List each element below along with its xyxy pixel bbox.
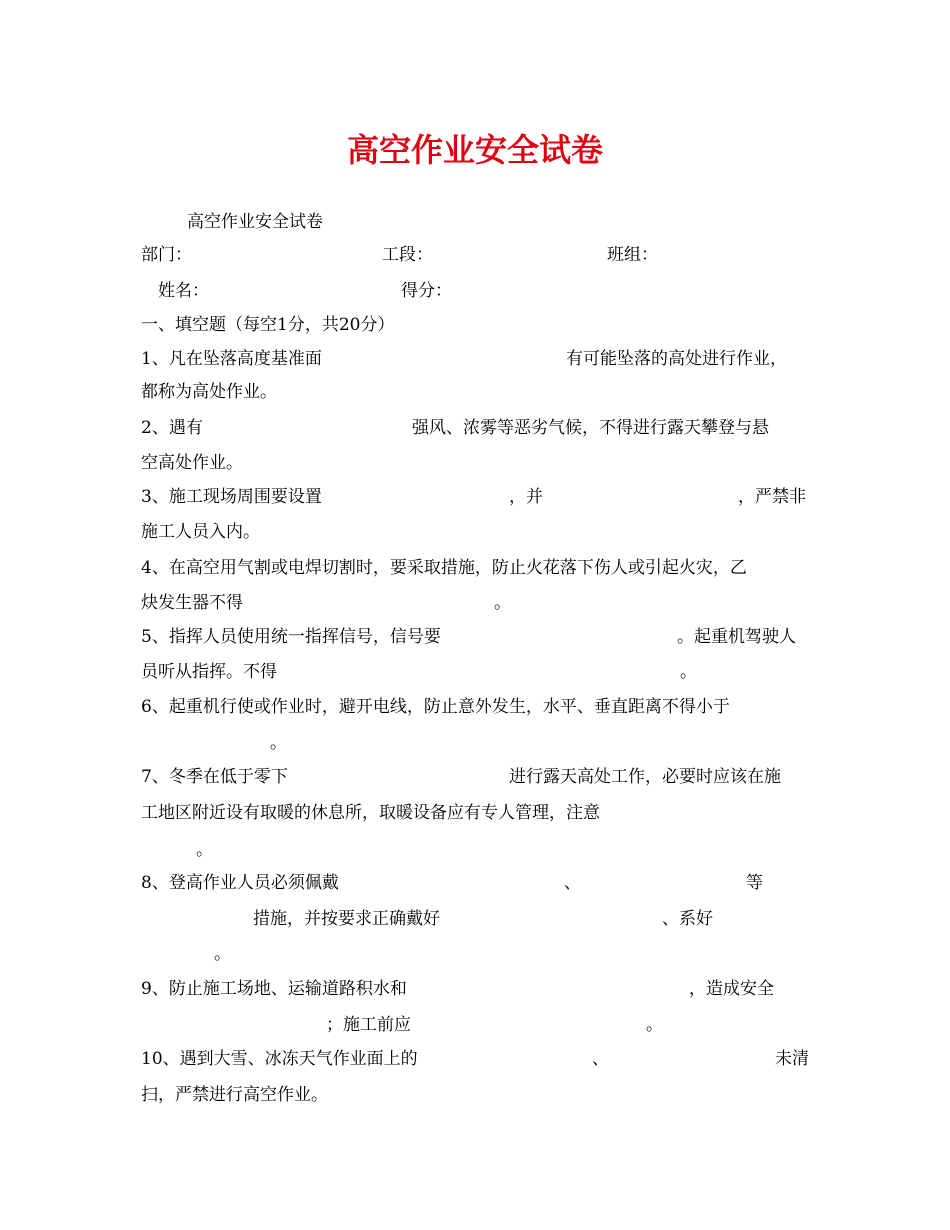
question-5-text: 5、指挥人员使用统一指挥信号，信号要 bbox=[141, 627, 441, 647]
question-2-text: 强风、浓雾等恶劣气候，不得进行露天攀登与悬 bbox=[412, 418, 769, 438]
question-3-text: 施工人员入内。 bbox=[141, 522, 260, 542]
question-2-text: 2、遇有 bbox=[141, 418, 203, 438]
question-3-text: ，并 bbox=[509, 487, 543, 507]
question-10-text: 10、遇到大雪、冰冻天气作业面上的 bbox=[141, 1049, 418, 1069]
question-5-text: 。起重机驾驶人 bbox=[677, 627, 796, 647]
question-6-text: 6、起重机行使或作业时，避开电线，防止意外发生，水平、垂直距离不得小于 bbox=[141, 697, 730, 717]
question-8-text: 措施，并按要求正确戴好 bbox=[253, 909, 440, 929]
question-8-text: 。 bbox=[214, 944, 231, 964]
question-4-text: 炔发生器不得 bbox=[141, 593, 243, 613]
question-1-text: 都称为高处作业。 bbox=[141, 382, 277, 402]
question-10-text: 未清 bbox=[775, 1049, 809, 1069]
question-10-text: 扫，严禁进行高空作业。 bbox=[141, 1085, 328, 1105]
document-title: 高空作业安全试卷 bbox=[346, 131, 603, 169]
question-5-text: 。 bbox=[680, 662, 697, 682]
question-7-text: 7、冬季在低于零下 bbox=[141, 767, 288, 787]
team-label: 班组： bbox=[607, 245, 658, 265]
section-label: 工段： bbox=[382, 245, 433, 265]
question-3-text: 3、施工现场周围要设置 bbox=[141, 487, 322, 507]
score-label: 得分： bbox=[401, 281, 452, 301]
department-label: 部门： bbox=[141, 245, 192, 265]
question-5-text: 员听从指挥。不得 bbox=[141, 662, 277, 682]
question-3-text: ，严禁非 bbox=[738, 487, 806, 507]
question-7-text: 。 bbox=[196, 840, 213, 860]
question-4-text: 。 bbox=[494, 593, 511, 613]
question-8-text: 等 bbox=[746, 873, 763, 893]
question-8-text: 、系好 bbox=[662, 909, 713, 929]
name-label: 姓名： bbox=[158, 281, 209, 301]
question-8-text: 、 bbox=[564, 873, 581, 893]
question-7-text: 工地区附近设有取暖的休息所，取暖设备应有专人管理，注意 bbox=[141, 803, 600, 823]
question-9-text: 9、防止施工场地、运输道路积水和 bbox=[141, 979, 407, 999]
question-6-text: 。 bbox=[270, 733, 287, 753]
question-9-text: 。 bbox=[646, 1015, 663, 1035]
question-9-text: ；施工前应 bbox=[326, 1015, 411, 1035]
question-9-text: ，造成安全 bbox=[689, 979, 774, 999]
question-2-text: 空高处作业。 bbox=[141, 453, 243, 473]
question-1-text: 有可能坠落的高处进行作业， bbox=[566, 349, 787, 369]
subtitle: 高空作业安全试卷 bbox=[187, 212, 323, 232]
question-4-text: 4、在高空用气割或电焊切割时，要采取措施，防止火花落下伤人或引起火灾，乙 bbox=[141, 558, 747, 578]
question-8-text: 8、登高作业人员必须佩戴 bbox=[141, 873, 339, 893]
question-7-text: 进行露天高处工作，必要时应该在施 bbox=[509, 767, 781, 787]
question-10-text: 、 bbox=[592, 1049, 609, 1069]
part1-heading: 一、填空题（每空1分，共20分） bbox=[141, 315, 395, 335]
question-1-text: 1、凡在坠落高度基准面 bbox=[141, 349, 322, 369]
